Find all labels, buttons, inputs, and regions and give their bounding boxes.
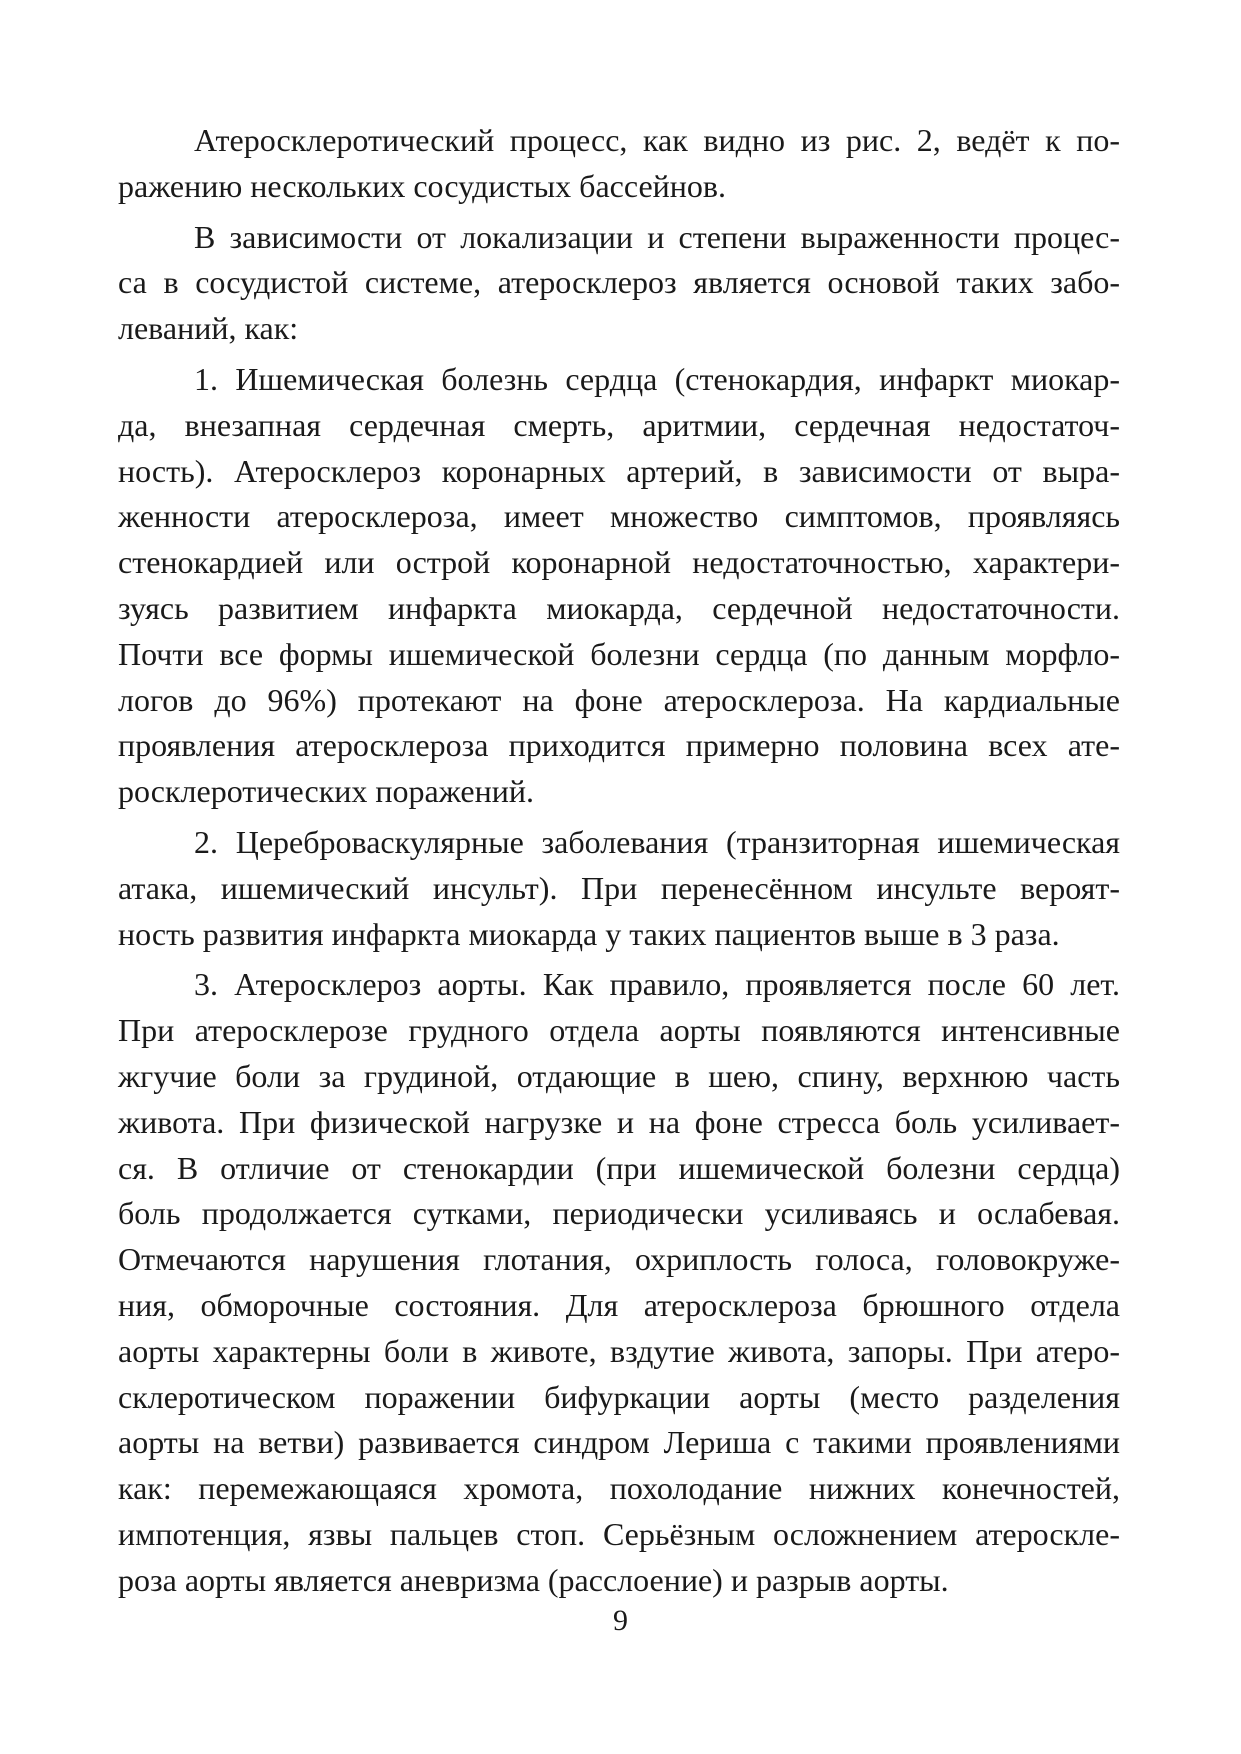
text-line: атака, ишемический инсульт). При перенесённом инсульте вероят-: [118, 869, 1120, 906]
text-line: импотенция, язвы пальцев стоп. Серьёзным осложнением атероскле-: [118, 1515, 1120, 1552]
text-line: Атеросклеротический процесс, как видно из рис. 2, ведёт к по-: [194, 122, 1120, 158]
text-line: живота. При физической нагрузке и на фоне стресса боль усиливает-: [118, 1103, 1120, 1140]
text-line: ражению нескольких сосудистых бассейнов.: [118, 167, 727, 204]
text-line: женности атеросклероза, имеет множество симптомов, проявляясь: [118, 498, 1120, 535]
text-line: склеротическом поражении бифуркации аорты (место разделения: [118, 1378, 1120, 1415]
page-number: 9: [613, 1604, 628, 1637]
text-line: боль продолжается сутками, периодически усиливаясь и ослабевая.: [118, 1195, 1120, 1232]
text-line: леваний, как:: [118, 310, 299, 347]
text-line: Почти все формы ишемической болезни сердца (по данным морфло-: [118, 635, 1120, 672]
text-line: роза аорты является аневризма (расслоение) и разрыв аорты.: [118, 1561, 949, 1598]
text-line: В зависимости от локализации и степени выраженности процес-: [194, 218, 1120, 255]
paragraph: [118, 118, 1120, 210]
text-line: аорты на ветви) развивается синдром Лериша с такими проявлениями: [118, 1424, 1120, 1461]
text-line: 3. Атеросклероз аорты. Как правило, проявляется после 60 лет.: [194, 966, 1120, 1003]
text-line: жгучие боли за грудиной, отдающие в шею, спину, верхнюю часть: [118, 1057, 1120, 1094]
text-line: зуясь развитием инфаркта миокарда, сердечной недостаточности.: [118, 589, 1120, 626]
paragraph: [118, 357, 1120, 815]
text-line: 2. Цереброваскулярные заболевания (транзиторная ишемическая: [194, 823, 1120, 860]
paragraph: [118, 820, 1120, 957]
text-line: ния, обморочные состояния. Для атеросклероза брюшного отдела: [118, 1286, 1120, 1323]
text-line: Отмечаются нарушения глотания, охриплость голоса, головокруже-: [118, 1241, 1120, 1278]
text-line: как: перемежающаяся хромота, похолодание нижних конечностей,: [118, 1470, 1120, 1507]
text-line: росклеротических поражений.: [118, 773, 534, 810]
document-body: [118, 118, 1120, 1609]
text-line: логов до 96%) протекают на фоне атеросклероза. На кардиальные: [118, 681, 1120, 718]
paragraph: [118, 215, 1120, 352]
paragraph: [118, 962, 1120, 1603]
text-line: аорты характерны боли в животе, вздутие живота, запоры. При атеро-: [118, 1332, 1120, 1369]
text-line: са в сосудистой системе, атеросклероз является основой таких забо-: [118, 264, 1120, 301]
text-line: ность). Атеросклероз коронарных артерий, в зависимости от выра-: [118, 452, 1120, 489]
text-line: При атеросклерозе грудного отдела аорты появляются интенсивные: [118, 1012, 1120, 1049]
text-line: ность развития инфаркта миокарда у таких пациентов выше в 3 раза.: [118, 915, 1060, 952]
text-line: ся. В отличие от стенокардии (при ишемической болезни сердца): [118, 1149, 1120, 1186]
text-line: стенокардией или острой коронарной недостаточностью, характери-: [118, 544, 1120, 581]
text-line: да, внезапная сердечная смерть, аритмии, сердечная недостаточ-: [118, 406, 1120, 443]
text-line: 1. Ишемическая болезнь сердца (стенокардия, инфаркт миокар-: [194, 360, 1120, 397]
text-line: проявления атеросклероза приходится примерно половина всех ате-: [118, 727, 1120, 764]
